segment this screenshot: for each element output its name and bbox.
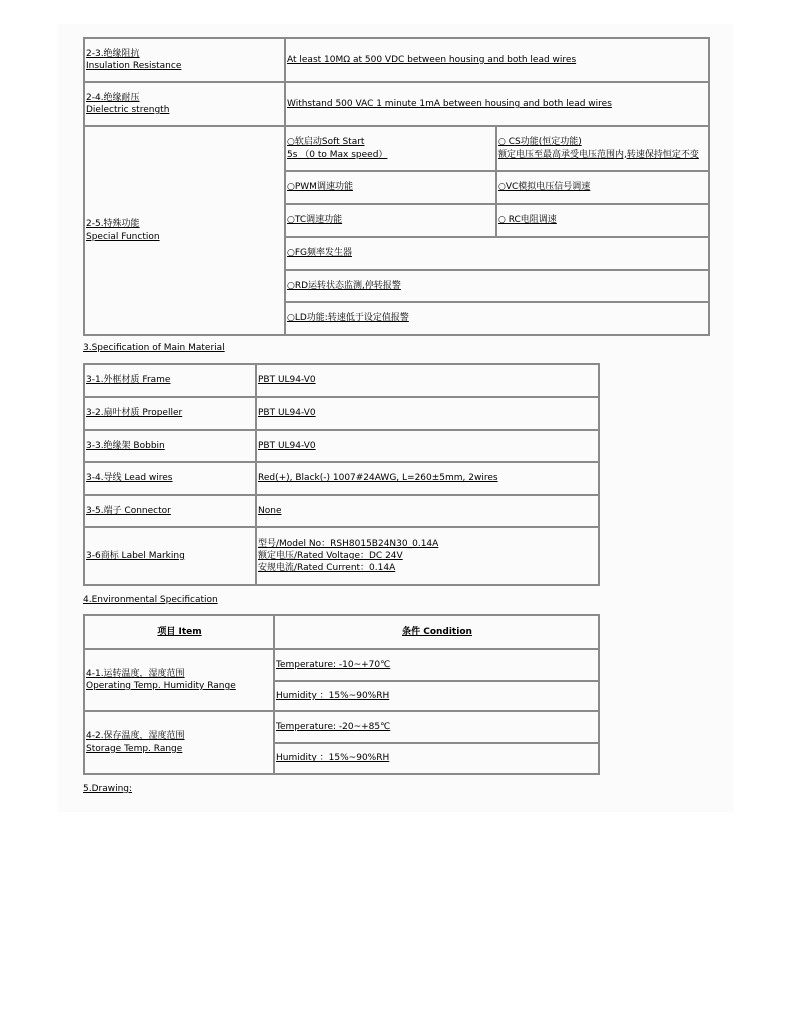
environment-section-title: 4.Environmental Specification (83, 595, 218, 605)
rc-cell: ○ RC电阻调速 (496, 204, 709, 237)
special-row-1 (84, 126, 709, 171)
fg-cell: ○FG频率发生器 (285, 237, 709, 270)
operating-label-en: Operating Temp. Humidity Range (86, 681, 236, 691)
operating-temperature: Temperature: -10~+70℃ (274, 649, 599, 681)
material-value: PBT UL94-V0 (256, 430, 599, 462)
material-value: None (256, 495, 599, 527)
dielectric-label-cn: 2-4.绝缘耐压 (86, 92, 140, 103)
storage-label-cell (84, 711, 274, 774)
vc-cell: ○VC模拟电压信号调速 (496, 171, 709, 204)
dielectric-value: Withstand 500 VAC 1 minute 1mA between housing and both lead wires (285, 82, 709, 126)
operating-humidity: Humidity ：15%~90%RH (274, 681, 599, 711)
cs-line-2: 额定电压至最高承受电压范围内,转速保持恒定不变 (498, 149, 699, 160)
material-label: 3-2.扇叶材质 Propeller (84, 397, 256, 430)
insulation-value: At least 10MΩ at 500 VDC between housing and both lead wires (285, 38, 709, 82)
pwm-cell: ○PWM调速功能 (285, 171, 496, 204)
storage-label-en: Storage Temp. Range (86, 743, 183, 754)
table-row (84, 430, 599, 462)
insulation-label-en: Insulation Resistance (86, 61, 182, 71)
environment-table (83, 614, 600, 775)
material-value: PBT UL94-V0 (256, 364, 599, 397)
label-marking-line-2: 额定电压/Rated Voltage：DC 24V (258, 550, 403, 561)
ld-cell: ○LD功能:转速低于设定值报警 (285, 302, 709, 335)
material-label: 3-1.外框材质 Frame (84, 364, 256, 397)
header-item: 项目 Item (84, 615, 274, 649)
soft-start-line-2: 5s （0 to Max speed） (287, 149, 388, 160)
special-label-cn: 2-5.特殊功能 (86, 219, 140, 230)
material-label: 3-5.端子 Connector (84, 495, 256, 527)
electrical-spec-table (83, 37, 710, 336)
cs-line-1: ○ CS功能(恒定功能) (498, 137, 582, 148)
special-label-cell (84, 126, 285, 335)
table-row (84, 711, 599, 743)
insulation-label-cell (84, 38, 285, 82)
header-condition: 条件 Condition (274, 615, 599, 649)
environment-header-row (84, 615, 599, 649)
dielectric-label-en: Dielectric strength (86, 105, 170, 115)
cs-cell (496, 126, 709, 171)
material-table (83, 363, 600, 586)
table-row (84, 462, 599, 495)
storage-humidity: Humidity ：15%~90%RH (274, 743, 599, 774)
drawing-section-title: 5.Drawing: (83, 784, 133, 794)
soft-start-line-1: ○软启动Soft Start (287, 137, 365, 148)
tc-cell: ○TC调速功能 (285, 204, 496, 237)
material-label: 3-3.绝缘架 Bobbin (84, 430, 256, 462)
rd-cell: ○RD运转状态监测,停转报警 (285, 270, 709, 302)
table-row (84, 495, 599, 527)
table-row (84, 649, 599, 681)
material-value: PBT UL94-V0 (256, 397, 599, 430)
storage-temperature: Temperature: -20~+85℃ (274, 711, 599, 743)
soft-start-cell (285, 126, 496, 171)
dielectric-row (84, 82, 709, 126)
table-row (84, 527, 599, 585)
material-label: 3-4.导线 Lead wires (84, 462, 256, 495)
operating-label-cell (84, 649, 274, 711)
dielectric-label-cell (84, 82, 285, 126)
table-row (84, 364, 599, 397)
operating-label-cn: 4-1.运转温度，湿度范围 (86, 668, 185, 679)
label-marking-value-cell (256, 527, 599, 585)
storage-label-cn: 4-2.保存温度，湿度范围 (86, 731, 185, 742)
label-marking-label: 3-6商标 Label Marking (84, 527, 256, 585)
label-marking-line-1: 型号/Model No：RSH8015B24N30_0.14A (258, 538, 439, 549)
material-value: Red(+), Black(-) 1007#24AWG, L=260±5mm, 2wires (256, 462, 599, 495)
label-marking-line-3: 安规电流/Rated Current：0.14A (258, 563, 396, 574)
special-label-en: Special Function (86, 231, 160, 242)
insulation-row (84, 38, 709, 82)
material-section-title: 3.Specification of Main Material (83, 343, 225, 353)
insulation-label-cn: 2-3.绝缘阻抗 (86, 48, 140, 59)
table-row (84, 397, 599, 430)
